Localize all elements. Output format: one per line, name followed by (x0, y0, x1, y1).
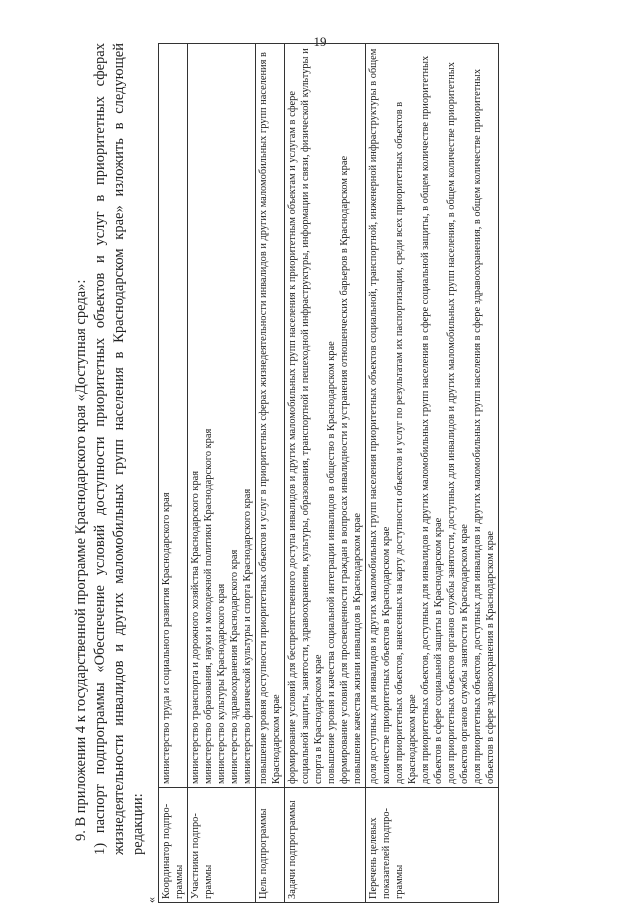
opening-quote: « (144, 897, 158, 903)
row-label: Цель подпрограммы (256, 788, 285, 903)
row-content (159, 44, 188, 788)
row-label: Задачи подпрограммы (285, 788, 366, 903)
row-line: доля приоритетных объектов органов службы занятости, доступных для инвалидов и других маломобильных групп населения, в общем количестве приоритетных объектов органов службы занятости в Краснодарском крае (446, 62, 470, 784)
table-row (159, 44, 188, 903)
intro-line-2: 1) паспорт подпрограммы «Обеспечение условий доступности приоритетных объектов и услуг в приоритетных сферах жизнедеятельности инвалидов и других маломобильных групп населения в Краснодарском крае» изложить в следующей редакции: (92, 43, 146, 855)
row-line: повышение качества жизни инвалидов в Краснодарском крае (352, 513, 363, 784)
row-line: министерство здравоохранения Краснодарского края (229, 549, 240, 784)
row-line: министерство образования, науки и молодежной политики Краснодарского края (203, 428, 214, 784)
table-row (366, 44, 499, 903)
row-content (285, 44, 366, 788)
intro-text (72, 43, 148, 903)
row-line: доля приоритетных объектов, доступных для инвалидов и других маломобильных групп населения в сфере здравоохранения, в общем количестве приоритетных объектов в сфере здравоохранения в Краснодарском крае (472, 68, 496, 784)
row-line: доля доступных для инвалидов и других маломобильных групп населения приоритетных объектов социальной, транспортной, инженерной инфраструктуры в общем количестве приоритетных объектов в Краснодарском крае (368, 48, 392, 784)
row-label: Перечень целевых показателей подпро-граммы (366, 788, 499, 903)
table-row (256, 44, 285, 903)
row-line: повышение уровня и качества социальной интеграции инвалидов в общество в Краснодарском крае (326, 341, 337, 784)
row-content (366, 44, 499, 788)
page-number: 19 (313, 34, 327, 49)
row-content (188, 44, 256, 788)
table-row (285, 44, 366, 903)
table-row (188, 44, 256, 903)
row-line: министерство транспорта и дорожного хозяйства Краснодарского края (190, 470, 201, 784)
row-line: доля приоритетных объектов, доступных для инвалидов и других маломобильных групп населения в сфере социальной защиты, в общем количестве приоритетных объектов в сфере социальной защиты в Краснодарском крае (420, 55, 444, 784)
passport-table (158, 43, 499, 903)
row-line: министерство культуры Краснодарского края (216, 583, 227, 784)
row-line: формирование условий для беспрепятственного доступа инвалидов и других маломобильных групп населения к приоритетным объектам и услугам в сфере социальной защиты, занятости, здравоохранения, культуры, образования, транспортной и пешеходной инфраструктуры, информации и связи, физической культуры и спорта в Краснодарском крае (287, 48, 324, 784)
row-line: формирование условий для просвещенности граждан в вопросах инвалидности и устранения отношенческих барьеров в Краснодарском крае (339, 155, 350, 784)
rotated-page-content (52, 43, 592, 903)
row-line: доля приоритетных объектов, нанесенных на карту доступности объектов и услуг по результатам их паспортизации, среди всех приоритетных объектов в Краснодарском крае (394, 101, 418, 784)
row-label: Участники подпро-граммы (188, 788, 256, 903)
row-line: министерство труда и социального развития Краснодарского края (161, 492, 172, 784)
intro-line-1: 9. В приложении 4 к государственной программе Краснодарского края «Доступная среда»: (73, 279, 89, 841)
row-content (256, 44, 285, 788)
row-label: Координатор подпро-граммы (159, 788, 188, 903)
row-line: министерство физической культуры и спорта Краснодарского края (242, 488, 253, 784)
row-line: повышение уровня доступности приоритетных объектов и услуг в приоритетных сферах жизнедеятельности инвалидов и других маломобильных групп населения в Краснодарском крае (258, 52, 282, 784)
